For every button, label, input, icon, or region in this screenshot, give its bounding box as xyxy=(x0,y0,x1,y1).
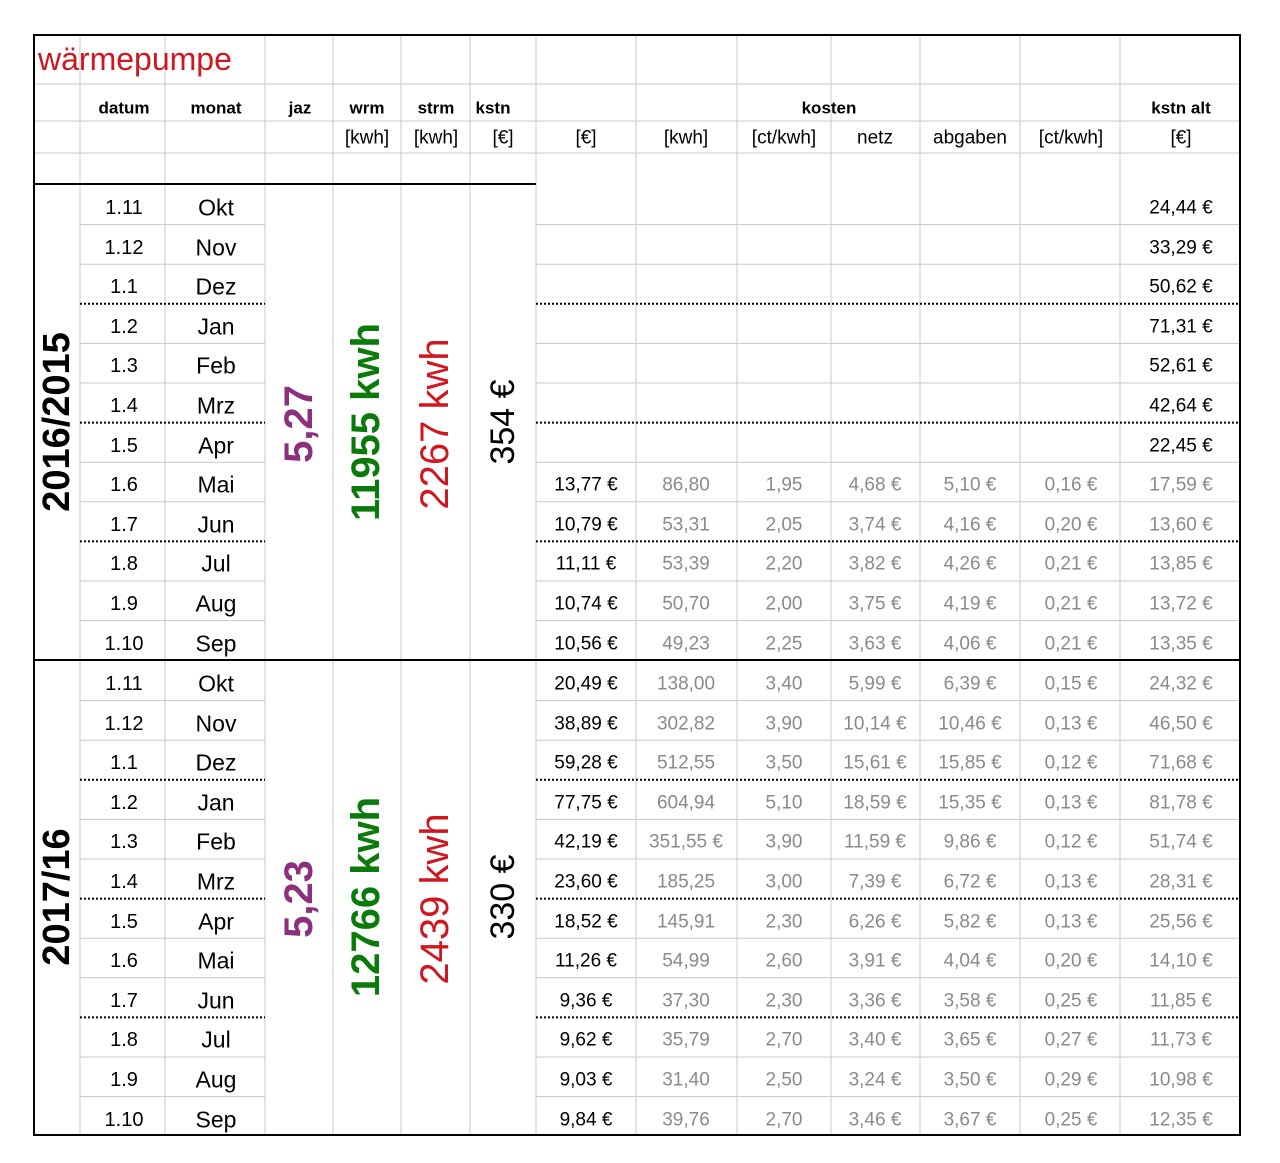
cell-kwh: 351,55 € xyxy=(649,831,723,853)
cell-ctkwh: 0,13 € xyxy=(1044,713,1098,735)
cell-kwh: 39,76 xyxy=(662,1109,710,1131)
period-year: 2017/16 xyxy=(36,828,78,966)
cell-ctkwh: 0,16 € xyxy=(1044,474,1098,496)
unit-netz: netz xyxy=(857,127,893,149)
cell-abgaben: 3,58 € xyxy=(943,990,997,1012)
cell-datum: 1.4 xyxy=(110,395,138,417)
header-monat: monat xyxy=(190,98,242,118)
cell-abgaben: 15,85 € xyxy=(938,752,1002,774)
header-kstn-alt: kstn alt xyxy=(1151,98,1211,118)
period-strm-total: 2439 kwh xyxy=(413,813,457,985)
cell-alt: 24,32 € xyxy=(1149,673,1213,695)
cell-datum: 1.6 xyxy=(110,950,138,973)
cell-netz: 11,59 € xyxy=(844,831,906,853)
cell-eur: 20,49 € xyxy=(554,673,618,695)
cell-datum: 1.11 xyxy=(105,197,143,219)
cell-datum: 1.2 xyxy=(110,315,138,338)
header-kstn: kstn xyxy=(475,98,511,118)
cell-alt: 50,62 € xyxy=(1149,276,1213,298)
cell-monat: Dez xyxy=(195,749,237,776)
cell-monat: Okt xyxy=(198,194,234,221)
cell-eur: 77,75 € xyxy=(554,792,618,814)
unit-kosten-ct: [ct/kwh] xyxy=(751,127,817,149)
cell-ctkwh: 0,21 € xyxy=(1044,633,1098,655)
cell-monat: Apr xyxy=(198,432,234,459)
cell-alt: 10,98 € xyxy=(1149,1069,1213,1091)
cell-abgaben: 15,35 € xyxy=(938,792,1002,814)
cell-ct: 2,00 xyxy=(765,593,803,615)
cell-abgaben: 3,67 € xyxy=(943,1109,997,1131)
cell-alt: 12,35 € xyxy=(1149,1109,1213,1131)
cell-alt: 11,73 € xyxy=(1150,1029,1212,1051)
cell-datum: 1.8 xyxy=(110,1029,138,1052)
unit-strm: [kwh] xyxy=(413,127,459,149)
unit-kosten-eur: [€] xyxy=(575,127,597,149)
cell-netz: 3,40 € xyxy=(848,1029,902,1051)
cell-eur: 10,56 € xyxy=(554,633,618,655)
cell-alt: 25,56 € xyxy=(1149,911,1213,933)
cell-abgaben: 4,04 € xyxy=(943,950,997,972)
cell-kwh: 31,40 xyxy=(662,1069,710,1091)
cell-kwh: 512,55 xyxy=(656,752,716,774)
cell-monat: Okt xyxy=(198,670,234,697)
cell-datum: 1.3 xyxy=(110,355,138,378)
cell-eur: 18,52 € xyxy=(554,911,618,933)
cell-ct: 2,30 xyxy=(765,911,803,933)
cell-ct: 2,50 xyxy=(765,1069,803,1091)
cell-abgaben: 9,86 € xyxy=(943,831,997,853)
cell-netz: 3,24 € xyxy=(848,1069,902,1091)
cell-abgaben: 6,72 € xyxy=(943,871,997,893)
cell-monat: Mai xyxy=(197,471,235,498)
cell-datum: 1.7 xyxy=(110,989,138,1012)
cell-abgaben: 10,46 € xyxy=(938,713,1002,735)
cell-datum: 1.1 xyxy=(110,276,138,299)
cell-monat: Jul xyxy=(201,1026,231,1053)
cell-datum: 1.2 xyxy=(110,791,138,814)
header-strm: strm xyxy=(417,98,455,118)
cell-netz: 6,26 € xyxy=(848,911,902,933)
cell-alt: 11,85 € xyxy=(1150,990,1212,1012)
cell-ctkwh: 0,12 € xyxy=(1044,752,1098,774)
cell-kwh: 49,23 xyxy=(662,633,710,655)
cell-abgaben: 5,10 € xyxy=(943,474,997,496)
cell-kwh: 54,99 xyxy=(662,950,710,972)
cell-kwh: 138,00 xyxy=(656,673,716,695)
cell-netz: 3,46 € xyxy=(848,1109,902,1131)
cell-datum: 1.8 xyxy=(110,553,138,576)
cell-ctkwh: 0,25 € xyxy=(1044,1109,1098,1131)
cell-ct: 2,20 xyxy=(765,553,803,575)
cell-abgaben: 4,16 € xyxy=(943,514,997,536)
cell-ct: 2,25 xyxy=(765,633,803,655)
cell-alt: 13,60 € xyxy=(1149,514,1213,536)
header-wrm: wrm xyxy=(349,98,385,118)
cell-monat: Jul xyxy=(201,550,231,577)
unit-kstn-alt: [€] xyxy=(1170,127,1192,149)
cell-monat: Mrz xyxy=(196,868,236,895)
cell-netz: 3,74 € xyxy=(848,514,902,536)
cell-monat: Jan xyxy=(197,789,235,816)
cell-eur: 11,26 € xyxy=(555,950,617,972)
cell-ct: 3,50 xyxy=(765,752,803,774)
cell-ct: 2,60 xyxy=(765,950,803,972)
cell-eur: 9,36 € xyxy=(559,990,613,1012)
cell-alt: 46,50 € xyxy=(1149,713,1213,735)
cell-ct: 2,70 xyxy=(765,1029,803,1051)
cell-ctkwh: 0,13 € xyxy=(1044,911,1098,933)
cell-netz: 3,91 € xyxy=(848,950,902,972)
cell-kwh: 53,39 xyxy=(662,553,710,575)
cell-alt: 13,72 € xyxy=(1149,593,1213,615)
cell-datum: 1.12 xyxy=(104,236,144,259)
cell-abgaben: 4,06 € xyxy=(943,633,997,655)
cell-netz: 4,68 € xyxy=(848,474,902,496)
cell-netz: 3,63 € xyxy=(848,633,902,655)
cell-ctkwh: 0,15 € xyxy=(1044,673,1098,695)
cell-monat: Jun xyxy=(197,511,235,538)
cell-monat: Sep xyxy=(195,630,237,657)
cell-ctkwh: 0,27 € xyxy=(1044,1029,1098,1051)
cell-alt: 81,78 € xyxy=(1149,792,1213,814)
cell-eur: 10,74 € xyxy=(554,593,618,615)
cell-ctkwh: 0,21 € xyxy=(1044,553,1098,575)
cell-netz: 18,59 € xyxy=(843,792,907,814)
cell-eur: 10,79 € xyxy=(554,514,618,536)
unit-ct-kwh: [ct/kwh] xyxy=(1038,127,1104,149)
cell-netz: 5,99 € xyxy=(848,673,902,695)
cell-datum: 1.7 xyxy=(110,513,138,536)
header-jaz: jaz xyxy=(288,98,312,118)
cell-alt: 71,31 € xyxy=(1149,316,1213,338)
cell-ct: 3,90 xyxy=(765,831,803,853)
cell-ct: 2,70 xyxy=(765,1109,803,1131)
sheet-title: wärmepumpe xyxy=(38,41,232,77)
cell-eur: 9,84 € xyxy=(559,1109,613,1131)
unit-abgaben: abgaben xyxy=(933,127,1007,149)
header-kosten: kosten xyxy=(801,98,857,118)
cell-alt: 42,64 € xyxy=(1149,395,1213,417)
cell-netz: 3,82 € xyxy=(848,553,902,575)
cell-alt: 33,29 € xyxy=(1149,237,1213,259)
cell-ctkwh: 0,29 € xyxy=(1044,1069,1098,1091)
cell-abgaben: 3,50 € xyxy=(943,1069,997,1091)
unit-kstn: [€] xyxy=(492,127,514,149)
cell-datum: 1.10 xyxy=(104,632,144,655)
cell-alt: 52,61 € xyxy=(1149,355,1213,377)
cell-ct: 2,30 xyxy=(765,990,803,1012)
cell-ct: 3,40 xyxy=(765,673,803,695)
cell-alt: 28,31 € xyxy=(1149,871,1213,893)
cell-eur: 59,28 € xyxy=(554,752,618,774)
cell-eur: 9,03 € xyxy=(559,1069,613,1091)
cell-ct: 5,10 xyxy=(765,792,803,814)
cell-datum: 1.10 xyxy=(104,1108,144,1131)
cell-netz: 10,14 € xyxy=(843,713,907,735)
cell-kwh: 86,80 xyxy=(662,474,710,496)
cell-datum: 1.11 xyxy=(105,673,143,695)
cell-monat: Aug xyxy=(195,1066,237,1093)
cell-kwh: 604,94 xyxy=(656,792,716,814)
unit-kosten-kwh: [kwh] xyxy=(663,127,709,149)
cell-kwh: 145,91 xyxy=(656,911,716,933)
cell-monat: Apr xyxy=(198,908,234,935)
cell-abgaben: 4,26 € xyxy=(943,553,997,575)
cell-alt: 13,85 € xyxy=(1149,553,1213,575)
cell-netz: 15,61 € xyxy=(843,752,907,774)
cell-abgaben: 4,19 € xyxy=(943,593,997,615)
cell-alt: 13,35 € xyxy=(1149,633,1213,655)
cell-ctkwh: 0,12 € xyxy=(1044,831,1098,853)
period-wrm-total: 12766 kwh xyxy=(344,796,388,998)
cell-kwh: 185,25 xyxy=(656,871,716,893)
period-kstn-total: 330 € xyxy=(484,854,522,940)
cell-datum: 1.3 xyxy=(110,831,138,854)
cell-ctkwh: 0,20 € xyxy=(1044,950,1098,972)
period-strm-total: 2267 kwh xyxy=(413,338,457,510)
cell-ctkwh: 0,13 € xyxy=(1044,792,1098,814)
period-year: 2016/2015 xyxy=(36,332,78,512)
cell-eur: 13,77 € xyxy=(554,474,618,496)
cell-datum: 1.4 xyxy=(110,871,138,893)
period-jaz: 5,27 xyxy=(277,385,321,463)
cell-alt: 17,59 € xyxy=(1149,474,1213,496)
cell-alt: 71,68 € xyxy=(1149,752,1213,774)
period-wrm-total: 11955 kwh xyxy=(344,323,388,521)
cell-abgaben: 3,65 € xyxy=(943,1029,997,1051)
cell-monat: Mrz xyxy=(196,392,236,419)
cell-ctkwh: 0,25 € xyxy=(1044,990,1098,1012)
period-jaz: 5,23 xyxy=(277,860,321,938)
cell-netz: 3,36 € xyxy=(848,990,902,1012)
cell-eur: 23,60 € xyxy=(554,871,618,893)
cell-monat: Nov xyxy=(195,710,237,737)
cell-monat: Jan xyxy=(197,313,235,340)
cell-eur: 38,89 € xyxy=(554,713,618,735)
cell-alt: 24,44 € xyxy=(1149,197,1213,219)
cell-kwh: 35,79 xyxy=(662,1029,710,1051)
cell-monat: Sep xyxy=(195,1106,237,1133)
cell-datum: 1.1 xyxy=(110,752,138,775)
cell-abgaben: 6,39 € xyxy=(943,673,997,695)
cell-datum: 1.9 xyxy=(110,593,138,615)
cell-eur: 42,19 € xyxy=(554,831,618,853)
cell-eur: 9,62 € xyxy=(559,1029,613,1051)
cell-ct: 2,05 xyxy=(765,514,803,536)
cell-ctkwh: 0,20 € xyxy=(1044,514,1098,536)
cell-alt: 22,45 € xyxy=(1149,435,1213,457)
cell-monat: Jun xyxy=(197,987,235,1014)
cell-monat: Feb xyxy=(196,352,236,379)
cell-kwh: 50,70 xyxy=(662,593,710,615)
cell-datum: 1.9 xyxy=(110,1069,138,1091)
cell-eur: 11,11 € xyxy=(555,553,617,575)
cell-ctkwh: 0,21 € xyxy=(1044,593,1098,615)
cell-ct: 1,95 xyxy=(765,474,803,496)
cell-abgaben: 5,82 € xyxy=(943,911,997,933)
cell-netz: 7,39 € xyxy=(848,871,902,893)
cell-alt: 14,10 € xyxy=(1149,950,1213,972)
cell-monat: Nov xyxy=(195,234,237,261)
cell-datum: 1.12 xyxy=(104,712,144,735)
cell-monat: Dez xyxy=(195,273,237,300)
cell-netz: 3,75 € xyxy=(848,593,902,615)
cell-kwh: 302,82 xyxy=(656,713,716,735)
cell-monat: Feb xyxy=(196,828,236,855)
cell-ctkwh: 0,13 € xyxy=(1044,871,1098,893)
cell-ct: 3,90 xyxy=(765,713,803,735)
unit-wrm: [kwh] xyxy=(344,127,390,149)
cell-datum: 1.6 xyxy=(110,474,138,497)
cell-monat: Mai xyxy=(197,947,235,974)
cell-datum: 1.5 xyxy=(110,910,138,933)
period-kstn-total: 354 € xyxy=(484,379,522,465)
cell-datum: 1.5 xyxy=(110,434,138,457)
cell-monat: Aug xyxy=(195,590,237,617)
cell-alt: 51,74 € xyxy=(1149,831,1213,853)
cell-kwh: 37,30 xyxy=(662,990,710,1012)
header-datum: datum xyxy=(98,98,150,118)
cell-ct: 3,00 xyxy=(765,871,803,893)
cell-kwh: 53,31 xyxy=(662,514,710,536)
